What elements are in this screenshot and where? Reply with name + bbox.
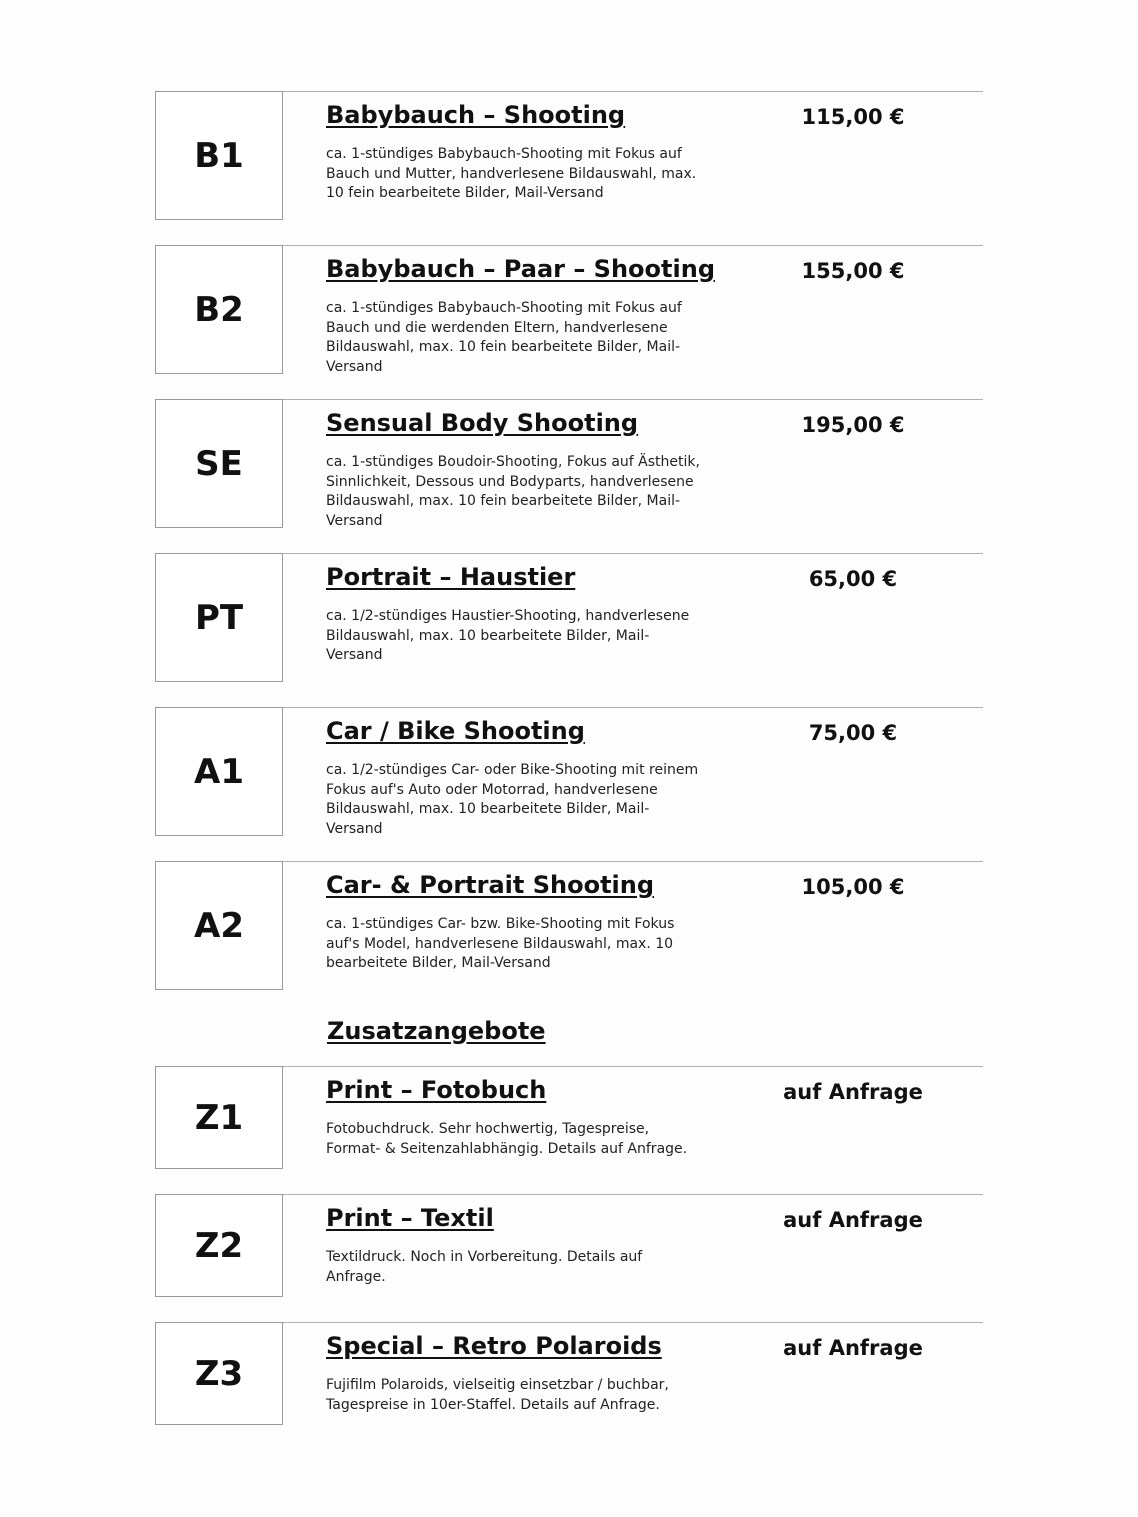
- divider: [283, 1066, 983, 1067]
- item-code: B2: [155, 245, 283, 374]
- divider: [283, 245, 983, 246]
- divider: [283, 861, 983, 862]
- item-price: 105,00 €: [801, 875, 905, 899]
- item-code: Z3: [155, 1322, 283, 1425]
- item-code: A1: [155, 707, 283, 836]
- item-price: auf Anfrage: [783, 1208, 923, 1232]
- item-description: ca. 1-stündiges Boudoir-Shooting, Fokus auf Ästhetik, Sinnlichkeit, Dessous und Bodyparts, handverlesene Bildauswahl, max. 10 fein bearbeitete Bilder, Mail-Versand: [326, 454, 700, 529]
- item-code: SE: [155, 399, 283, 528]
- item-description: Textildruck. Noch in Vorbereitung. Details auf Anfrage.: [326, 1249, 643, 1285]
- divider: [283, 399, 983, 400]
- item-price: 195,00 €: [801, 413, 905, 437]
- item-title: Sensual Body Shooting: [326, 409, 639, 437]
- item-code: Z2: [155, 1194, 283, 1297]
- item-price: 75,00 €: [808, 721, 898, 745]
- item-title: Special – Retro Polaroids: [326, 1332, 662, 1360]
- item-price: auf Anfrage: [783, 1080, 923, 1104]
- item-title: Car- & Portrait Shooting: [326, 871, 655, 899]
- item-description: ca. 1/2-stündiges Car- oder Bike-Shooting mit reinem Fokus auf's Auto oder Motorrad, handverlesene Bildauswahl, max. 10 bearbeitete Bilder, Mail-Versand: [326, 762, 699, 837]
- item-description: ca. 1-stündiges Car- bzw. Bike-Shooting mit Fokus auf's Model, handverlesene Bildauswahl, max. 10 bearbeitete Bilder, Mail-Versand: [326, 916, 675, 971]
- item-code: Z1: [155, 1066, 283, 1169]
- divider: [283, 1194, 983, 1195]
- divider: [283, 553, 983, 554]
- item-title: Babybauch – Shooting: [326, 101, 626, 129]
- item-price: 115,00 €: [801, 105, 905, 129]
- item-price: 65,00 €: [808, 567, 898, 591]
- item-code: PT: [155, 553, 283, 682]
- divider: [283, 1322, 983, 1323]
- item-description: Fotobuchdruck. Sehr hochwertig, Tagespreise, Format- & Seitenzahlabhängig. Details auf Anfrage.: [326, 1121, 688, 1157]
- item-description: ca. 1-stündiges Babybauch-Shooting mit Fokus auf Bauch und Mutter, handverlesene Bildauswahl, max. 10 fein bearbeitete Bilder, Mail-Versand: [326, 146, 697, 201]
- item-price: auf Anfrage: [783, 1336, 923, 1360]
- item-title: Print – Textil: [326, 1204, 494, 1232]
- extras-heading: Zusatzangebote: [327, 1017, 546, 1045]
- divider: [283, 91, 983, 92]
- item-code: B1: [155, 91, 283, 220]
- item-title: Car / Bike Shooting: [326, 717, 585, 745]
- item-title: Print – Fotobuch: [326, 1076, 547, 1104]
- item-description: ca. 1/2-stündiges Haustier-Shooting, handverlesene Bildauswahl, max. 10 bearbeitete Bilder, Mail-Versand: [326, 608, 690, 663]
- item-code: A2: [155, 861, 283, 990]
- divider: [283, 707, 983, 708]
- item-description: Fujifilm Polaroids, vielseitig einsetzbar / buchbar, Tagespreise in 10er-Staffel. Details auf Anfrage.: [326, 1377, 669, 1413]
- item-price: 155,00 €: [801, 259, 905, 283]
- item-title: Babybauch – Paar – Shooting: [326, 255, 715, 283]
- item-title: Portrait – Haustier: [326, 563, 576, 591]
- item-description: ca. 1-stündiges Babybauch-Shooting mit Fokus auf Bauch und die werdenden Eltern, handverlesene Bildauswahl, max. 10 fein bearbeitete Bilder, Mail-Versand: [326, 300, 682, 375]
